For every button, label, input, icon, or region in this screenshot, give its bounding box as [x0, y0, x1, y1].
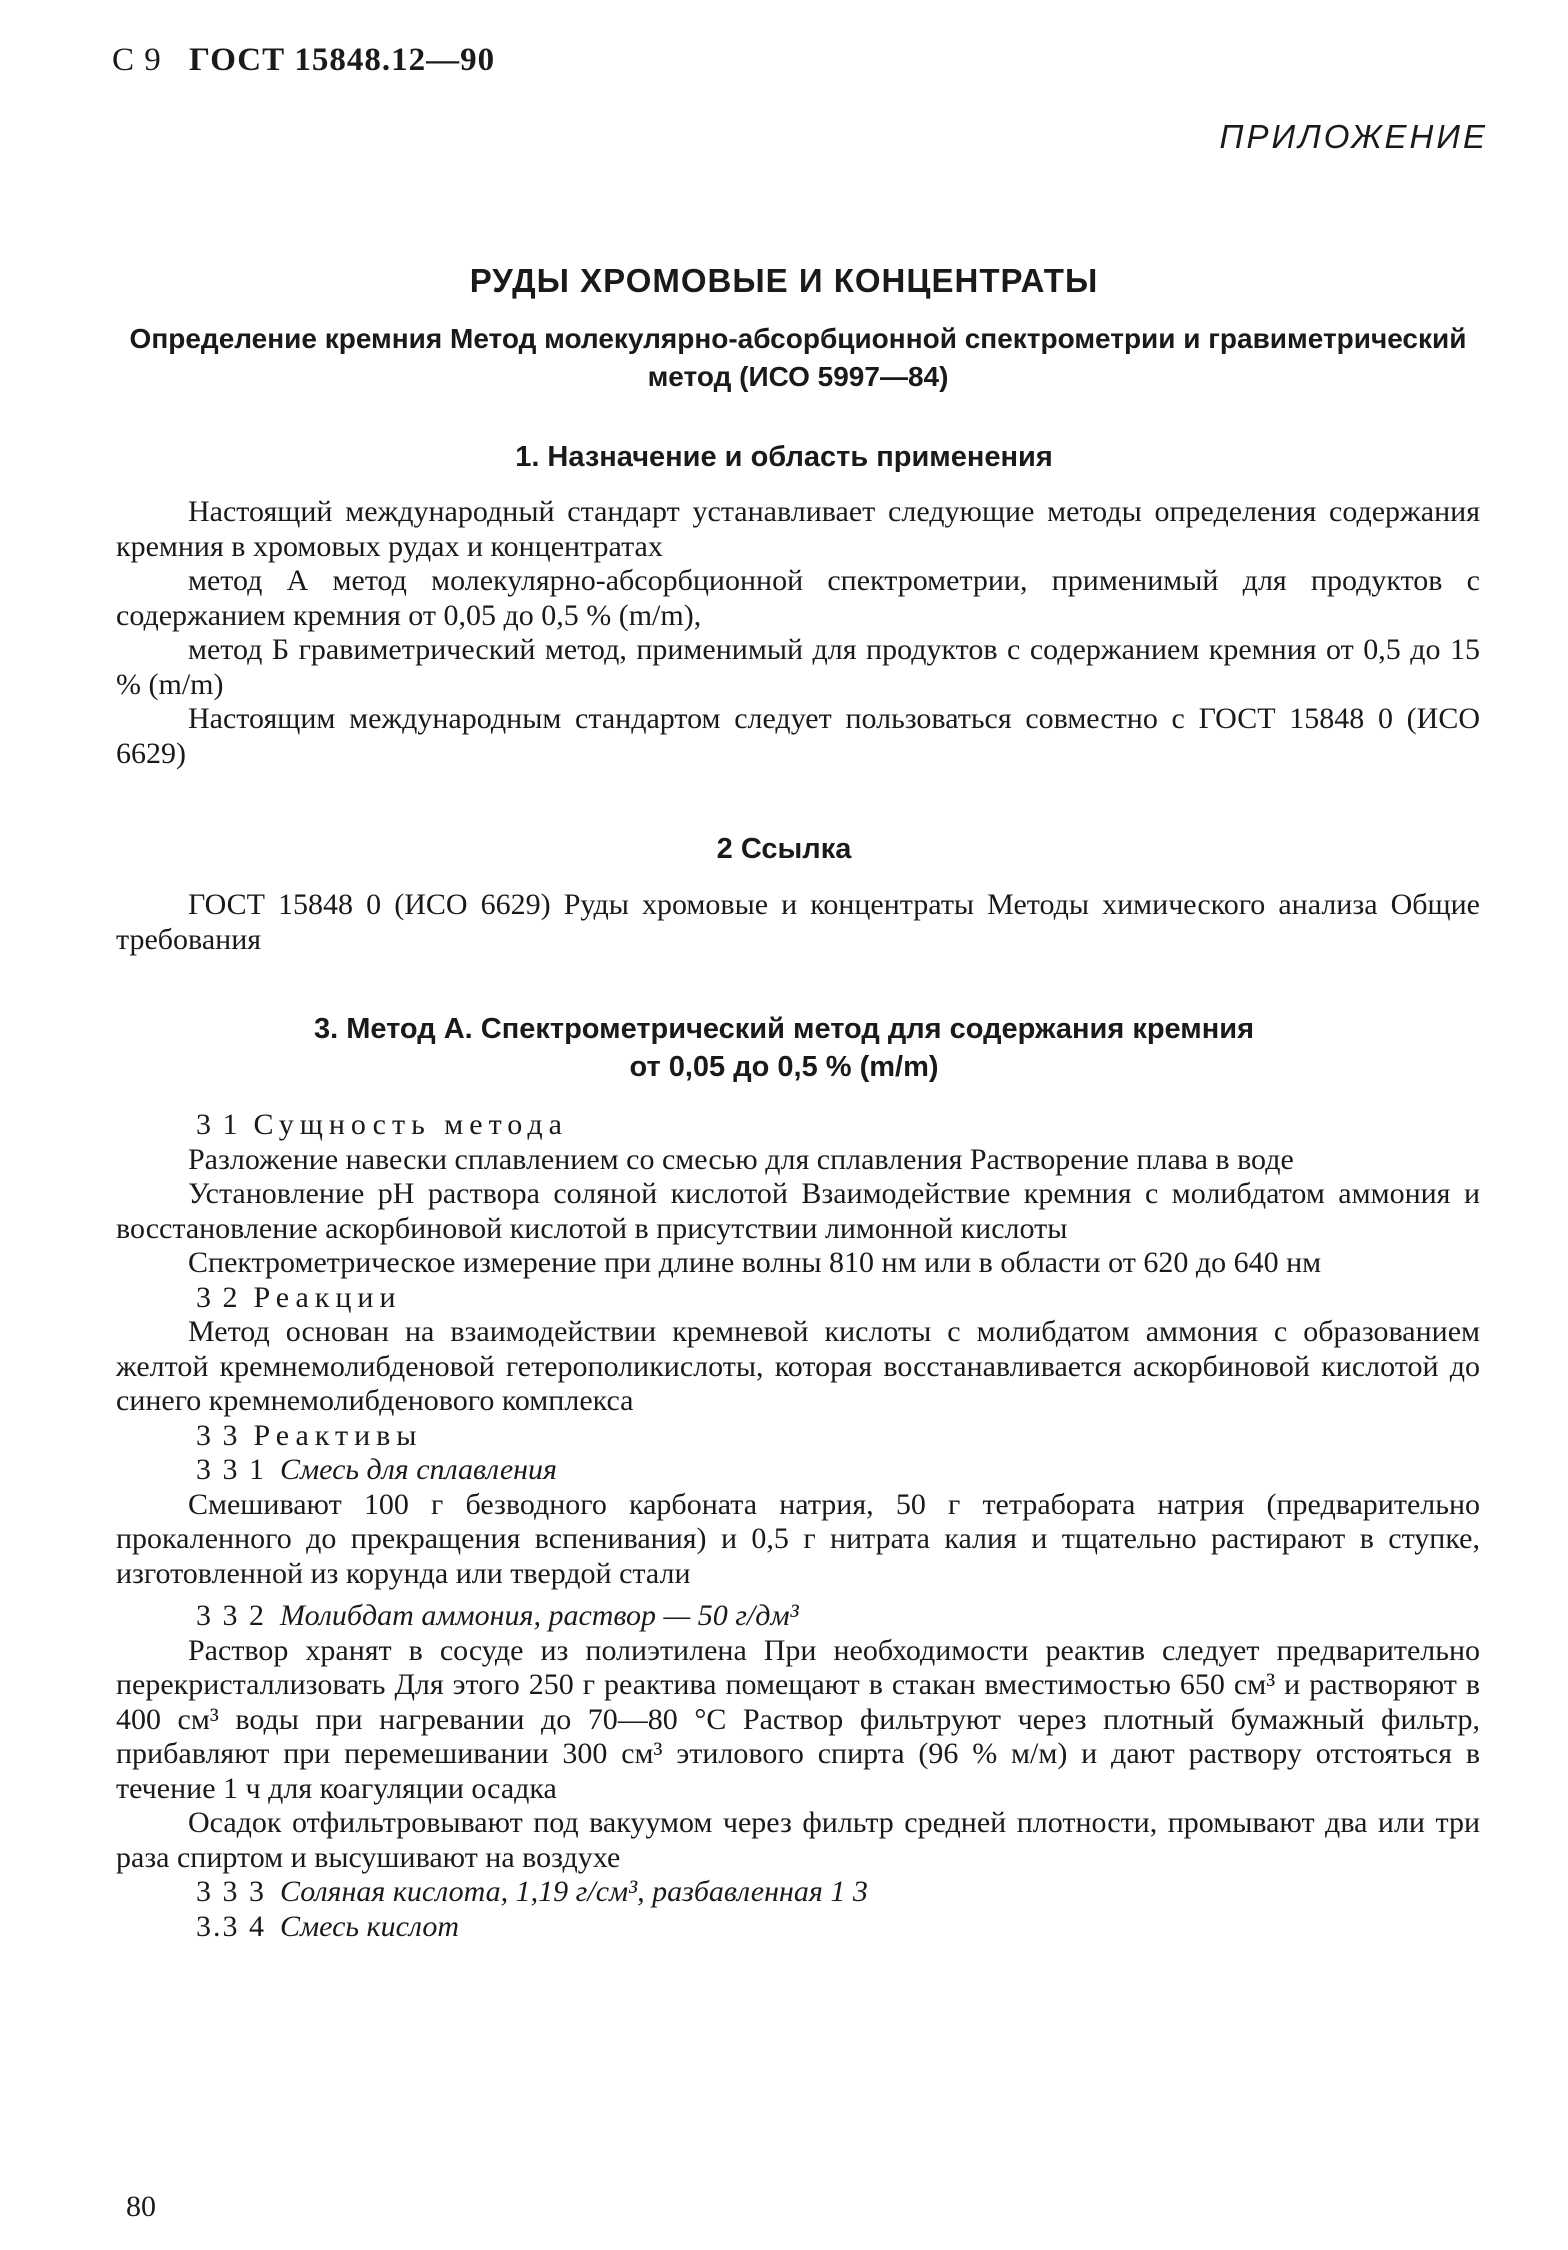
section-1-heading: 1. Назначение и область применения — [515, 441, 1053, 473]
section-2-heading: 2 Ссылка — [716, 833, 852, 865]
standard-number: ГОСТ 15848.12—90 — [189, 42, 496, 78]
section-1-body — [116, 495, 1480, 771]
paragraph: Раствор хранят в сосуде из полиэтилена При необходимости реактив следует предварительно перекристаллизовать Для этого 250 г реактива помещают в стакан вместимостью 650 см³ и растворяют в 400 см³ воды при нагревании до 70—80 °С Раствор фильтруют через плотный бумажный фильтр, прибавляют при перемешивании 300 см³ этилового спирта (96 % м/м) и дают раствору отстояться в течение 1 ч для коагуляции осадка — [116, 1633, 1480, 1805]
clause-number: 3 3 2 — [196, 1599, 266, 1632]
section-2-body — [116, 888, 1480, 957]
clause-number: 3 2 — [196, 1280, 240, 1314]
running-header — [112, 42, 495, 79]
section-3-body — [116, 1108, 1480, 1944]
paragraph: Разложение навески сплавлением со смесью для сплавления Растворение плава в воде — [188, 1142, 1294, 1176]
clause-title: Молибдат аммония, раствор — 50 г/дм³ — [280, 1599, 799, 1632]
clause-title: Смесь для сплавления — [280, 1453, 558, 1486]
page-number: 80 — [126, 2190, 156, 2223]
section-3-heading-line2: от 0,05 до 0,5 % (m/m) — [629, 1051, 939, 1083]
clause-number: 3 3 — [196, 1418, 240, 1452]
paragraph: Осадок отфильтровывают под вакуумом через фильтр средней плотности, промывают два или три раза спиртом и высушивают на воздухе — [116, 1806, 1480, 1874]
subsection-3-3-4-heading — [116, 1910, 1480, 1945]
subsection-3-1-heading — [116, 1108, 1480, 1143]
clause-number: 3.3 4 — [196, 1909, 266, 1943]
section-3-heading — [0, 1010, 1568, 1086]
paragraph: метод А метод молекулярно-абсорбционной спектрометрии, применимый для продуктов с содержанием кремния от 0,05 до 0,5 % (m/m), — [116, 564, 1480, 632]
clause-number: 3 3 1 — [196, 1453, 266, 1486]
paragraph: Метод основан на взаимодействии кремневой кислоты с молибдатом аммония с образованием желтой кремнемолибденовой гетерополикислоты, которая восстанавливается аскорбиновой кислотой до синего кремнемолибденового комплекса — [116, 1315, 1480, 1417]
paragraph: метод Б гравиметрический метод, применимый для продуктов с содержанием кремния от 0,5 до 15 % (m/m) — [116, 633, 1480, 701]
sheet-number: С 9 — [112, 42, 162, 78]
document-title: РУДЫ ХРОМОВЫЕ И КОНЦЕНТРАТЫ — [469, 262, 1099, 299]
document-subtitle: Определение кремния Метод молекулярно-абсорбционной спектрометрии и гравиметрический метод (ИСО 5997—84) — [129, 323, 1467, 392]
clause-title: Соляная кислота, 1,19 г/см³, разбавленная 1 3 — [280, 1875, 868, 1908]
subsection-3-3-heading — [116, 1419, 1480, 1454]
clause-number: 3 1 — [196, 1108, 240, 1141]
subsection-3-3-1-heading — [116, 1453, 1480, 1488]
clause-title: Смесь кислот — [280, 1909, 460, 1943]
paragraph: Настоящий международный стандарт устанавливает следующие методы определения содержания кремния в хромовых рудах и концентратах — [116, 495, 1480, 563]
paragraph: Настоящим международным стандартом следует пользоваться совместно с ГОСТ 15848 0 (ИСО 6629) — [116, 702, 1480, 770]
clause-title: Реакции — [253, 1280, 402, 1314]
section-3-heading-line1: 3. Метод А. Спектрометрический метод для содержания кремния — [313, 1013, 1255, 1045]
subsection-3-2-heading — [116, 1281, 1480, 1316]
clause-title: Сущность метода — [253, 1108, 569, 1141]
clause-title: Реактивы — [253, 1418, 423, 1452]
paragraph: Спектрометрическое измерение при длине волны 810 нм или в области от 620 до 640 нм — [188, 1246, 1322, 1279]
paragraph: Установление pH раствора соляной кислотой Взаимодействие кремния с молибдатом аммония и восстановление аскорбиновой кислотой в присутствии лимонной кислоты — [116, 1177, 1480, 1245]
paragraph: Смешивают 100 г безводного карбоната натрия, 50 г тетрабората натрия (предварительно прокаленного до прекращения вспенивания) и 0,5 г нитрата калия и тщательно растирают в ступке, изготовленной из корунда или твердой стали — [116, 1487, 1480, 1590]
clause-number: 3 3 3 — [196, 1875, 266, 1908]
subsection-3-3-3-heading — [116, 1875, 1480, 1910]
appendix-label: ПРИЛОЖЕНИЕ — [1219, 118, 1488, 155]
subsection-3-3-2-heading — [116, 1599, 1480, 1634]
paragraph: ГОСТ 15848 0 (ИСО 6629) Руды хромовые и концентраты Методы химического анализа Общие требования — [116, 888, 1480, 956]
